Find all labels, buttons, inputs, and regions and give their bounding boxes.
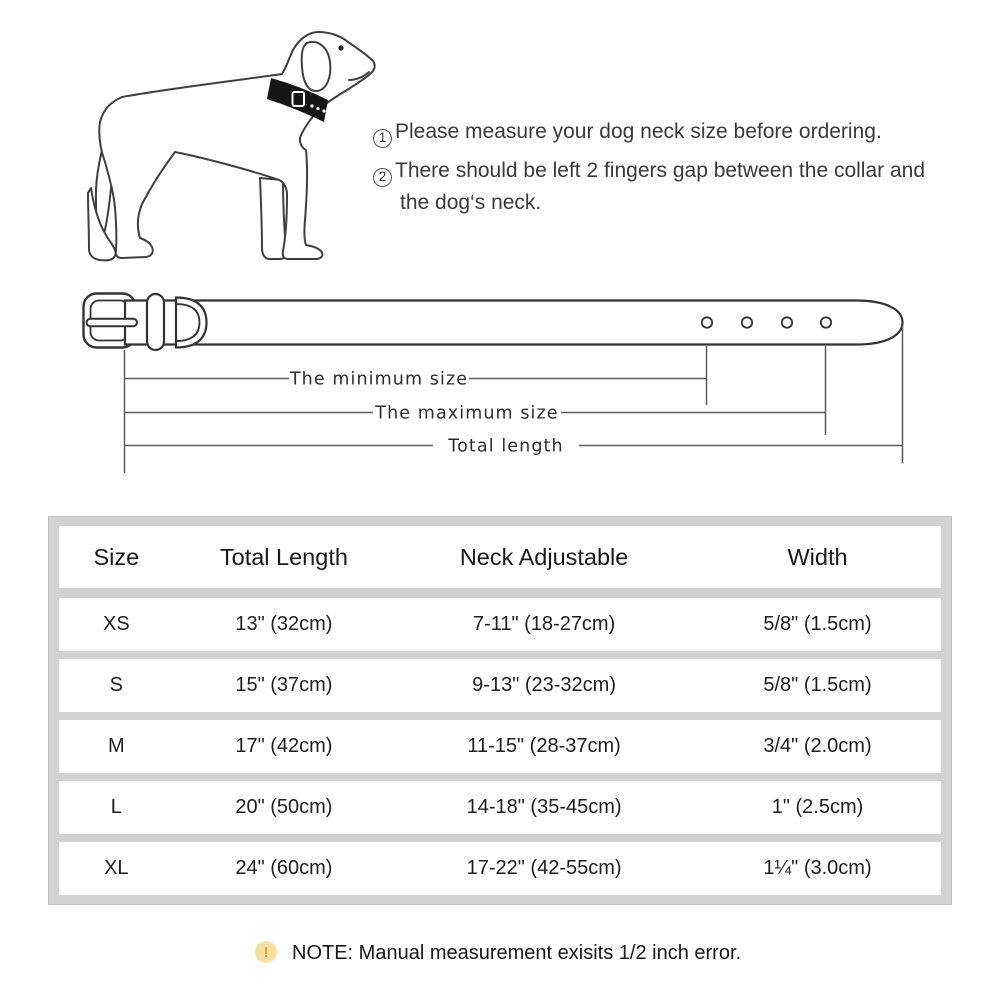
circled-number-1: 1 <box>373 129 392 148</box>
dog-body-outline <box>99 32 374 259</box>
instruction-1-text: Please measure your dog neck size before ordering. <box>395 120 882 143</box>
column-header-size: Size <box>93 543 140 570</box>
exclamation-icon: ! <box>255 941 277 963</box>
cell-total-length: 13" (32cm) <box>235 613 333 635</box>
note-text: NOTE: Manual measurement exisits 1/2 inch error. <box>292 942 742 964</box>
cell-width: 1" (2.5cm) <box>771 796 864 818</box>
dog-illustration <box>60 10 400 280</box>
table-row-l <box>59 781 941 834</box>
cell-size: L <box>110 796 122 818</box>
instruction-2-text: There should be left 2 fingers gap between the collar and the dog‘s neck. <box>395 159 926 214</box>
cell-neck-adjustable: 9-13" (23-32cm) <box>472 674 616 696</box>
cell-width: 1¼" (3.0cm) <box>763 857 872 879</box>
column-header-total-length: Total Length <box>219 543 348 570</box>
table-row-xs <box>59 598 941 651</box>
dog-eye <box>338 45 343 50</box>
buckle-prong <box>87 319 138 326</box>
instruction-1 <box>373 116 958 148</box>
cell-neck-adjustable: 14-18" (35-45cm) <box>466 796 622 818</box>
cell-size: XL <box>104 857 129 879</box>
size-table <box>48 516 952 905</box>
dog-far-front-leg <box>260 178 286 259</box>
total-length-label: Total length <box>448 436 564 457</box>
measuring-instructions <box>373 116 958 226</box>
table-row-m <box>59 720 941 773</box>
maximum-size-label: The maximum size <box>375 403 559 424</box>
cell-total-length: 24" (60cm) <box>235 857 333 879</box>
cell-total-length: 15" (37cm) <box>235 674 333 696</box>
collar-measurement-diagram <box>0 283 1000 483</box>
cell-width: 3/4" (2.0cm) <box>763 735 872 757</box>
column-header-neck-adjustable: Neck Adjustable <box>459 543 629 570</box>
cell-width: 5/8" (1.5cm) <box>763 674 872 696</box>
table-row-xl <box>59 842 941 895</box>
cell-neck-adjustable: 7-11" (18-27cm) <box>472 613 616 635</box>
cell-size: S <box>109 674 123 696</box>
collar-keeper-loop <box>147 294 164 350</box>
cell-total-length: 17" (42cm) <box>235 735 333 757</box>
cell-size: M <box>107 735 125 757</box>
cell-total-length: 20" (50cm) <box>235 796 333 818</box>
cell-width: 5/8" (1.5cm) <box>763 613 872 635</box>
instruction-2 <box>373 155 928 219</box>
minimum-size-label: The minimum size <box>289 369 469 390</box>
cell-size: XS <box>102 613 130 635</box>
column-header-width: Width <box>787 543 848 570</box>
cell-neck-adjustable: 17-22" (42-55cm) <box>466 857 622 879</box>
size-table-header-row <box>59 526 941 588</box>
table-row-s <box>59 659 941 712</box>
cell-neck-adjustable: 11-15" (28-37cm) <box>467 735 621 757</box>
circled-number-2: 2 <box>373 168 392 187</box>
